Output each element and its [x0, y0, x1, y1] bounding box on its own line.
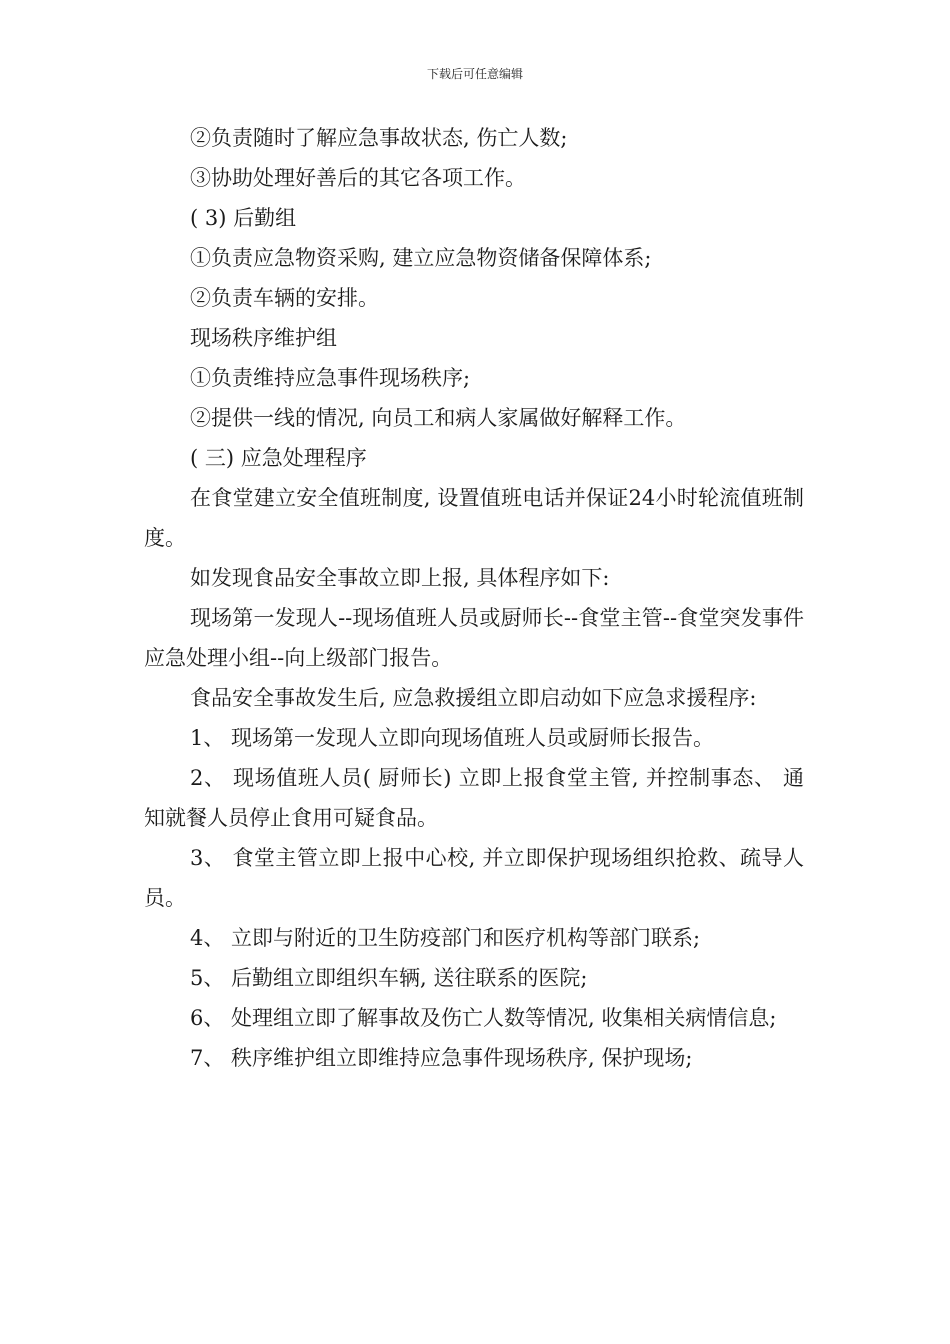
paragraph: 如发现食品安全事故立即上报, 具体程序如下:	[190, 566, 610, 590]
paragraph: 在食堂建立安全值班制度, 设置值班电话并保证24小时轮流值班制度。	[144, 486, 804, 550]
paragraph: ①负责应急物资采购, 建立应急物资储备保障体系;	[190, 246, 652, 270]
page-header: 下载后可任意编辑	[426, 67, 523, 81]
list-item: 5、 后勤组立即组织车辆, 送往联系的医院;	[190, 966, 588, 990]
paragraph: 现场第一发现人--现场值班人员或厨师长--食堂主管--食堂突发事件应急处理小组--向上级部门报告。	[144, 606, 804, 670]
paragraph: 食品安全事故发生后, 应急救援组立即启动如下应急求援程序:	[190, 686, 757, 710]
paragraph: ②负责车辆的安排。	[190, 286, 379, 310]
paragraph: ②负责随时了解应急事故状态, 伤亡人数;	[190, 126, 568, 150]
list-item: 1、 现场第一发现人立即向现场值班人员或厨师长报告。	[190, 726, 715, 750]
section-heading: ( 3) 后勤组	[190, 206, 297, 230]
list-item: 7、 秩序维护组立即维持应急事件现场秩序, 保护现场;	[190, 1046, 693, 1070]
section-heading: 现场秩序维护组	[190, 326, 337, 350]
document-body	[144, 118, 804, 1078]
section-heading: ( 三) 应急处理程序	[190, 446, 367, 470]
list-item: 4、 立即与附近的卫生防疫部门和医疗机构等部门联系;	[190, 926, 701, 950]
list-item: 3、 食堂主管立即上报中心校, 并立即保护现场组织抢救、疏导人员。	[144, 846, 804, 910]
paragraph: ②提供一线的情况, 向员工和病人家属做好解释工作。	[190, 406, 687, 430]
list-item: 2、 现场值班人员( 厨师长) 立即上报食堂主管, 并控制事态、 通知就餐人员停止食用可疑食品。	[144, 766, 804, 830]
paragraph: ③协助处理好善后的其它各项工作。	[190, 166, 526, 190]
paragraph: ①负责维持应急事件现场秩序;	[190, 366, 471, 390]
list-item: 6、 处理组立即了解事故及伤亡人数等情况, 收集相关病情信息;	[190, 1006, 777, 1030]
